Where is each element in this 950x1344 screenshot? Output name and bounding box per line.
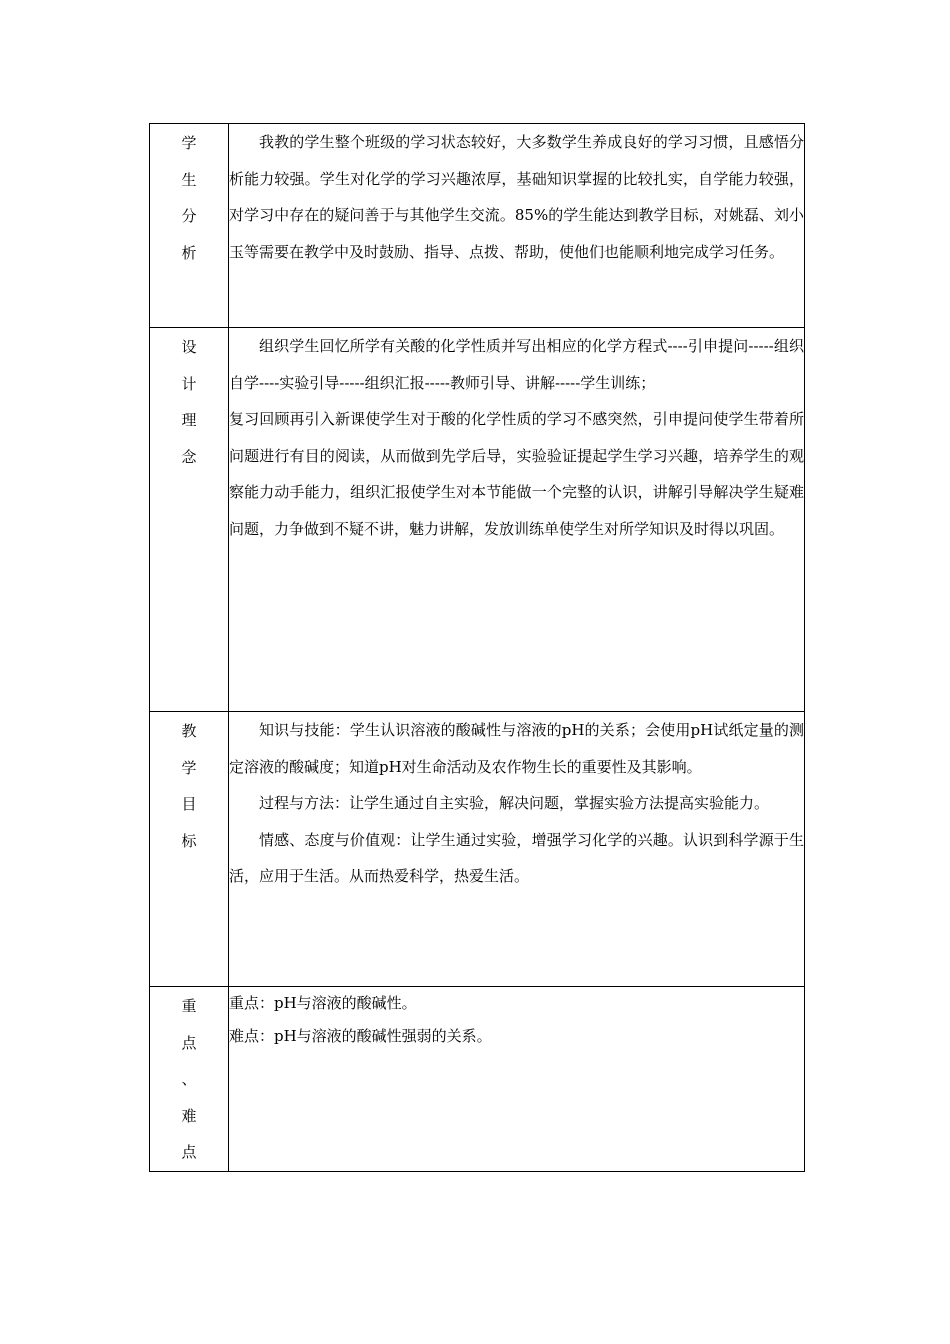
key-point-text: 重点：pH与溶液的酸碱性。 — [229, 994, 417, 1012]
teaching-goals-content — [229, 712, 805, 987]
key-difficult-points-content — [229, 987, 805, 1172]
label-char: 难 — [181, 1106, 197, 1125]
label-char: 教 — [181, 722, 197, 740]
student-analysis-content — [229, 124, 805, 328]
label-char: 念 — [181, 447, 197, 466]
teaching-goals-label — [150, 712, 229, 987]
label-char: 重 — [181, 997, 197, 1015]
label-char: 学 — [181, 134, 197, 152]
label-char: 点 — [181, 1033, 197, 1052]
design-concept-content — [229, 328, 805, 712]
key-difficult-points-label — [150, 987, 229, 1172]
label-char: 计 — [181, 374, 197, 393]
process-method-paragraph: 过程与方法：让学生通过自主实验，解决问题，掌握实验方法提高实验能力。 — [259, 794, 770, 812]
label-char: 设 — [181, 338, 197, 356]
design-concept-label — [150, 328, 229, 712]
label-char: 点 — [181, 1143, 197, 1161]
student-analysis-row — [150, 124, 805, 328]
key-difficult-points-row — [150, 987, 805, 1172]
design-concept-flow-paragraph: 组织学生回忆所学有关酸的化学性质并写出相应的化学方程式----引申提问-----组织自学----实验引导-----组织汇报-----教师引导、讲解-----学生训练； — [229, 337, 804, 392]
label-char: 标 — [181, 831, 197, 850]
label-char: 分 — [181, 207, 197, 225]
student-analysis-label — [150, 124, 229, 328]
student-analysis-paragraph: 我教的学生整个班级的学习状态较好，大多数学生养成良好的学习习惯，且感悟分析能力较强。学生对化学的学习兴趣浓厚，基础知识掌握的比较扎实，自学能力较强，对学习中存在的疑问善于与其他学生交流。85%的学生能达到教学目标，对姚磊、刘小玉等需要在教学中及时鼓励、指导、点拨、帮助，使他们也能顺利地完成学习任务。 — [229, 133, 804, 261]
label-char: 、 — [181, 1070, 197, 1088]
label-char: 学 — [181, 758, 197, 777]
design-concept-rationale-paragraph: 复习回顾再引入新课使学生对于酸的化学性质的学习不感突然，引申提问使学生带着所问题进行有目的阅读，从而做到先学后导，实验验证提起学生学习兴趣，培养学生的观察能力动手能力，组织汇报使学生对本节能做一个完整的认识，讲解引导解决学生疑难问题，力争做到不疑不讲，魅力讲解，发放训练单使学生对所学知识及时得以巩固。 — [229, 410, 804, 538]
emotion-attitude-paragraph: 情感、态度与价值观：让学生通过实验，增强学习化学的兴趣。认识到科学源于生活，应用于生活。从而热爱科学，热爱生活。 — [229, 830, 804, 885]
lesson-plan-table — [149, 123, 805, 1172]
label-char: 析 — [181, 243, 197, 262]
design-concept-row — [150, 328, 805, 712]
label-char: 生 — [181, 170, 197, 189]
difficult-point-text: 难点：pH与溶液的酸碱性强弱的关系。 — [229, 1027, 492, 1045]
knowledge-skills-paragraph: 知识与技能：学生认识溶液的酸碱性与溶液的pH的关系；会使用pH试纸定量的测定溶液的酸碱度；知道pH对生命活动及农作物生长的重要性及其影响。 — [229, 721, 804, 776]
label-char: 理 — [181, 411, 197, 429]
teaching-goals-row — [150, 712, 805, 987]
label-char: 目 — [181, 795, 197, 813]
